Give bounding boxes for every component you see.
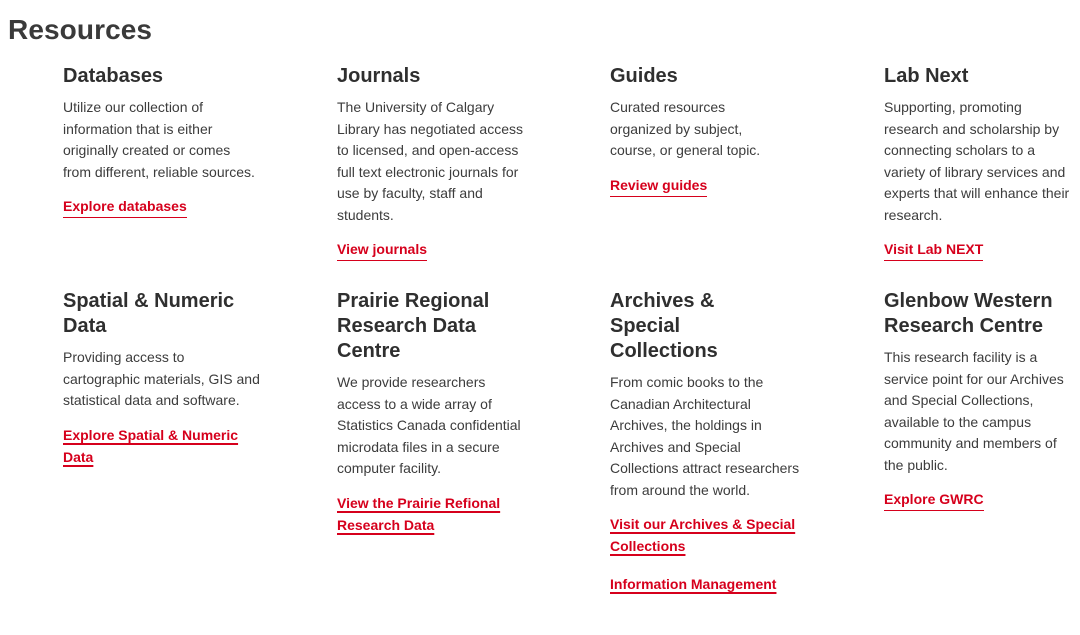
- card-description: We provide researchers access to a wide array of Statistics Canada confidential microdata files in a secure computer facility.: [337, 374, 521, 476]
- explore-databases-link[interactable]: Explore databases: [63, 195, 187, 218]
- card-guides: [610, 64, 790, 197]
- card-title: Guides: [610, 65, 678, 87]
- card-title: Databases: [63, 65, 164, 87]
- card-journals: [337, 64, 537, 261]
- card-glenbow-western-rc: [884, 289, 1076, 511]
- card-title: Journals: [337, 65, 421, 87]
- information-management-link[interactable]: Information Management: [610, 576, 777, 592]
- card-description: Curated resources organized by subject, course, or general topic.: [610, 99, 761, 158]
- explore-spatial-numeric-data-link[interactable]: Explore Spatial & Numeric Data: [63, 426, 239, 465]
- card-spatial-numeric-data: [63, 289, 263, 468]
- card-description: Providing access to cartographic materials, GIS and statistical data and software.: [63, 349, 260, 408]
- card-title: Lab Next: [884, 65, 969, 87]
- card-prairie-regional-rdc: [337, 289, 532, 536]
- view-prairie-regional-research-data-link[interactable]: View the Prairie Refional Research Data: [337, 494, 501, 533]
- card-description: This research facility is a service point for our Archives and Special Collections, available to the campus community and members of the public.: [884, 349, 1064, 473]
- card-databases: [63, 64, 258, 218]
- card-description: From comic books to the Canadian Architectural Archives, the holdings in Archives and Special Collections attract researchers from around the world.: [610, 374, 800, 498]
- card-lab-next: [884, 64, 1076, 261]
- card-title: Archives & Special Collections: [610, 290, 718, 362]
- card-description: The University of Calgary Library has negotiated access to licensed, and open-access full text electronic journals for use by faculty, staff and students.: [337, 99, 523, 223]
- card-description: Supporting, promoting research and scholarship by connecting scholars to a variety of library services and experts that will enhance their research.: [884, 99, 1070, 223]
- view-journals-link[interactable]: View journals: [337, 238, 427, 261]
- visit-lab-next-link[interactable]: Visit Lab NEXT: [884, 238, 983, 261]
- review-guides-link[interactable]: Review guides: [610, 174, 707, 197]
- card-title: Spatial & Numeric Data: [63, 290, 235, 337]
- card-title: Prairie Regional Research Data Centre: [337, 290, 490, 362]
- card-description: Utilize our collection of information that is either originally created or comes from different, reliable sources.: [63, 99, 255, 180]
- visit-archives-special-collections-link[interactable]: Visit our Archives & Special Collections: [610, 516, 796, 554]
- explore-gwrc-link[interactable]: Explore GWRC: [884, 488, 984, 511]
- card-title: Glenbow Western Research Centre: [884, 290, 1053, 337]
- card-archives-special-collections: [610, 289, 805, 595]
- page-title: Resources: [8, 14, 153, 45]
